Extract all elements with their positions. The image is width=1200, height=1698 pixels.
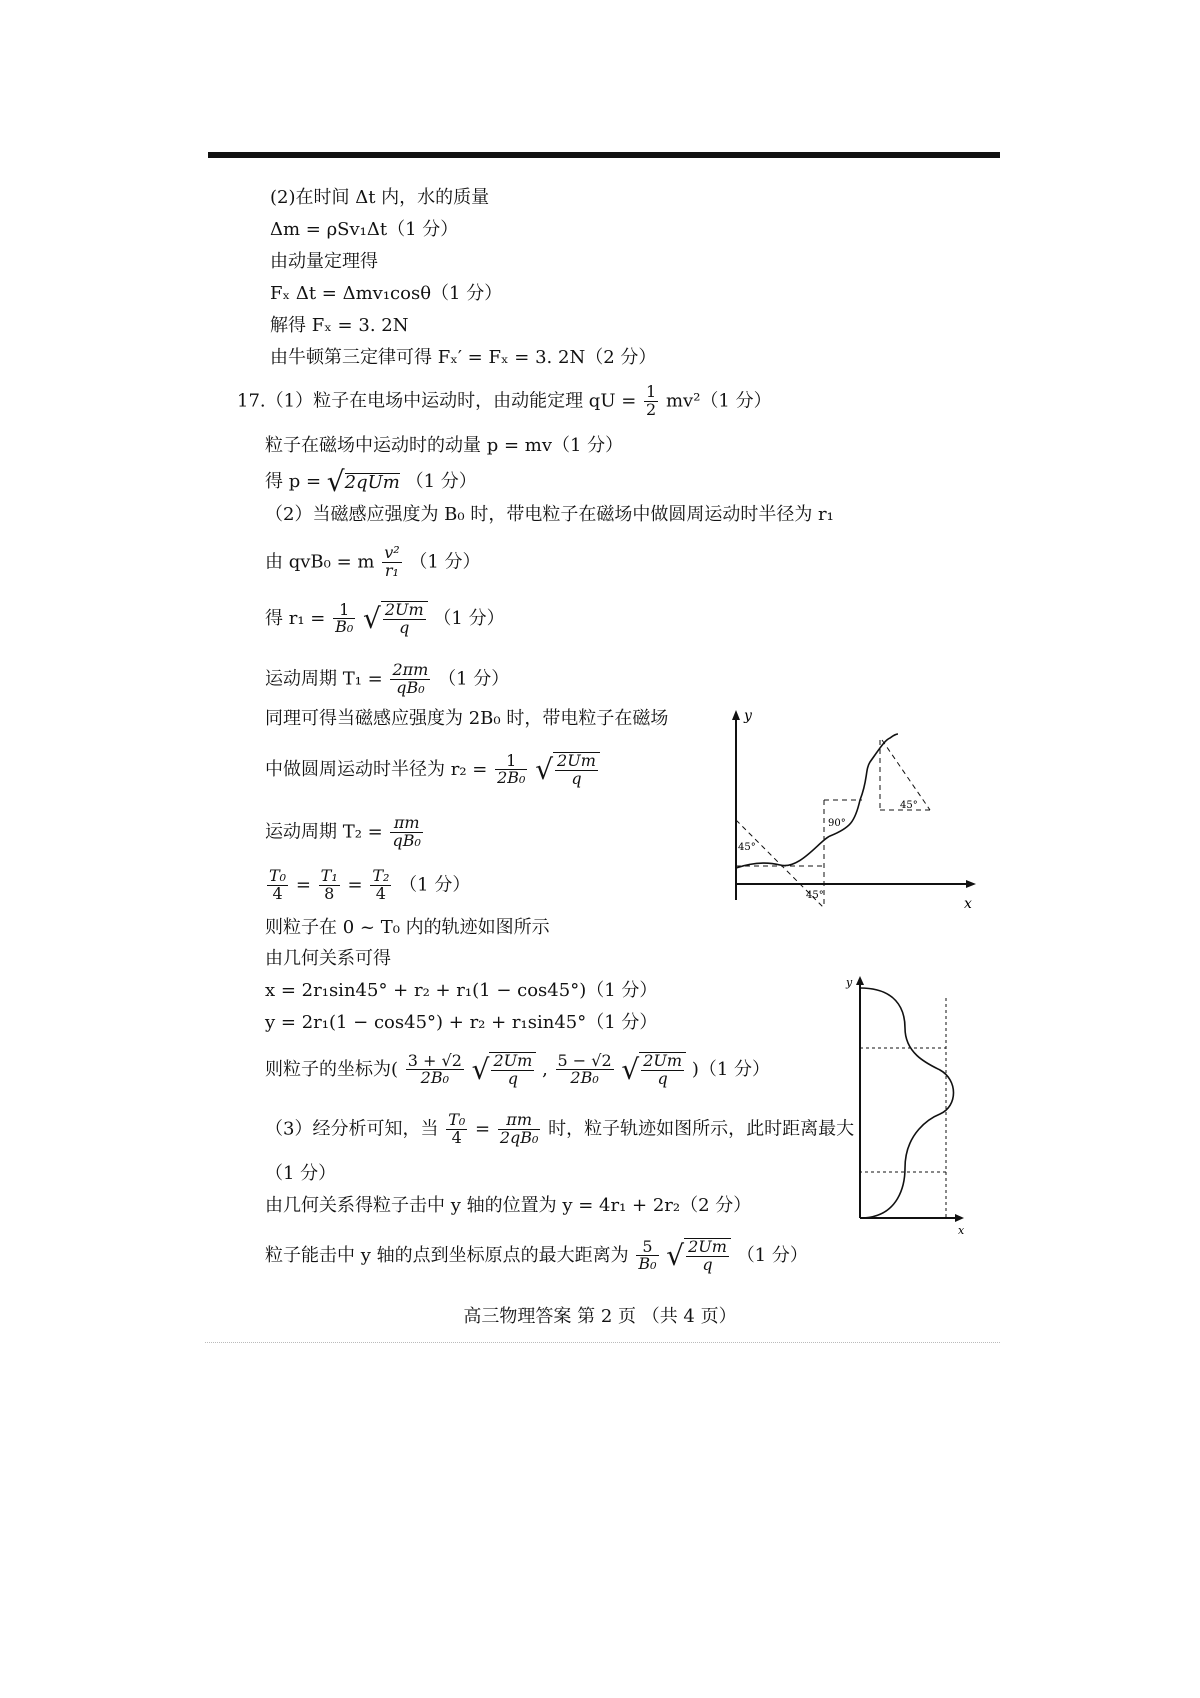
text-segment: 得 p = (265, 471, 322, 492)
text-segment: mv²（1 分） (665, 390, 772, 412)
fraction (382, 545, 401, 580)
numerator: 2Um (643, 1051, 683, 1070)
formula-line: x = 2r₁sin45° + r₂ + r₁(1 − cos45°)（1 分） (265, 980, 658, 1001)
text-segment: 时，粒子轨迹如图所示，此时距离最大 (548, 1118, 855, 1140)
fraction (641, 1053, 684, 1088)
formula-line (265, 1052, 770, 1088)
text-segment: 由 qvB₀ = m (265, 551, 375, 573)
trajectory-figure-2 (840, 968, 970, 1238)
fraction (406, 1050, 464, 1088)
sqrt (326, 465, 400, 498)
denominator: q (571, 768, 582, 788)
fraction (319, 868, 340, 903)
bottom-rule (205, 1342, 1000, 1343)
denominator: qB₀ (392, 830, 421, 850)
text-line: （1 分） (265, 1163, 337, 1184)
denominator: r₁ (384, 560, 399, 580)
numerator: 1 (646, 382, 657, 401)
denominator: B₀ (335, 617, 354, 637)
angle-label: 45° (738, 842, 756, 853)
formula-line (265, 815, 425, 850)
denominator: q (702, 1254, 713, 1274)
numerator: 2Um (557, 751, 596, 770)
text-line: 由动量定理得 (270, 251, 378, 272)
text-line: 粒子在磁场中运动时的动量 p = mv（1 分） (265, 435, 624, 456)
fraction (686, 1239, 729, 1274)
angle-label: 45° (806, 890, 824, 901)
fraction (446, 1112, 467, 1147)
numerator: 3 + √2 (407, 1050, 462, 1070)
denominator: 2B₀ (497, 768, 526, 788)
sqrt (621, 1052, 686, 1088)
text-segment: 运动周期 T₂ = (265, 821, 383, 843)
formula-line (265, 752, 600, 788)
denominator: 4 (451, 1127, 462, 1147)
particle-trajectory (736, 734, 898, 868)
denominator: B₀ (638, 1254, 657, 1274)
radical-sign: √ (535, 752, 554, 786)
text-segment: 得 r₁ = (265, 607, 326, 629)
numerator: 2Um (688, 1237, 727, 1256)
text-segment: （1 分） (736, 1244, 808, 1266)
denominator: q (507, 1068, 519, 1088)
numerator: πm (390, 815, 422, 833)
x-axis-arrow (955, 1214, 964, 1222)
x-axis-label: x (958, 1224, 965, 1237)
fraction (495, 750, 527, 788)
radical-sign: √ (471, 1052, 490, 1086)
sqrt (472, 1052, 537, 1088)
y-axis-arrow (732, 710, 740, 720)
formula-line (265, 1112, 854, 1147)
numerator: 5 − √2 (557, 1050, 612, 1070)
text-segment: 中做圆周运动时半径为 r₂ = (265, 758, 488, 780)
denominator: 4 (375, 883, 386, 903)
denominator: 2 (646, 399, 657, 419)
radical-sign: √ (326, 465, 345, 498)
radicand: 2qUm (344, 471, 400, 493)
denominator: 2qB₀ (499, 1127, 539, 1147)
text-segment: （1 分） (409, 551, 481, 573)
text-segment: 运动周期 T₁ = (265, 668, 383, 690)
text-line: 同理可得当磁感应强度为 2B₀ 时，带电粒子在磁场 (265, 708, 669, 729)
text-line: （2）当磁感应强度为 B₀ 时，带电粒子在磁场中做圆周运动时半径为 r₁ (265, 504, 834, 525)
formula-line (265, 1238, 808, 1274)
fraction (383, 602, 426, 637)
formula-line (265, 868, 470, 903)
numerator: 1 (333, 602, 355, 620)
text-line: 由几何关系可得 (265, 948, 391, 969)
question-17-line (237, 384, 772, 419)
numerator: 2Um (384, 600, 424, 619)
equals-sign: = (347, 874, 363, 896)
text-segment: （1 分） (433, 607, 505, 629)
formula-line: 由几何关系得粒子击中 y 轴的位置为 y = 4r₁ + 2r₂（2 分） (265, 1195, 752, 1216)
denominator: 2B₀ (420, 1068, 450, 1088)
fraction (556, 1050, 614, 1088)
numerator: v² (384, 543, 400, 562)
fraction (267, 868, 288, 903)
fraction (390, 662, 430, 697)
formula-line: Fₓ Δt = Δmv₁cosθ（1 分） (270, 283, 503, 304)
formula-line (265, 465, 477, 498)
radical-sign: √ (666, 1238, 685, 1272)
angle-label: 90° (828, 818, 846, 829)
y-axis-label: y (846, 976, 853, 989)
fraction (370, 868, 391, 903)
fraction (636, 1236, 658, 1274)
text-line: (2)在时间 Δt 内，水的质量 (270, 187, 490, 208)
text-segment: （1 分） (399, 874, 471, 896)
numerator: T₀ (269, 866, 287, 885)
numerator: T₂ (372, 866, 390, 885)
text-segment: 粒子能击中 y 轴的点到坐标原点的最大距离为 (265, 1244, 629, 1266)
text-line: 则粒子在 0 ~ T₀ 内的轨迹如图所示 (265, 917, 550, 938)
fraction (491, 1053, 534, 1088)
numerator: T₁ (320, 866, 338, 885)
text-segment: 17.（1）粒子在电场中运动时，由动能定理 qU = (237, 390, 637, 412)
top-rule (208, 152, 1000, 158)
fraction (555, 753, 598, 788)
text-line: 解得 Fₓ = 3. 2N (270, 315, 409, 336)
equals-sign: = (295, 874, 311, 896)
text-segment: 则粒子的坐标为( (265, 1058, 399, 1080)
y-axis-arrow (856, 976, 864, 985)
radical-sign: √ (363, 601, 381, 635)
page-footer: 高三物理答案 第 2 页 （共 4 页） (463, 1306, 737, 1327)
text-segment: , (542, 1058, 548, 1080)
x-axis-label: x (964, 896, 972, 912)
sqrt (666, 1238, 731, 1274)
sqrt (363, 601, 428, 637)
text-segment: )（1 分） (691, 1058, 771, 1080)
numerator: 2πm (392, 660, 429, 679)
denominator: q (657, 1068, 668, 1088)
x-axis-arrow (966, 880, 976, 888)
numerator: 5 (636, 1239, 658, 1257)
y-axis-label: y (744, 708, 752, 724)
fraction (390, 815, 422, 850)
fraction (498, 1112, 541, 1147)
text-segment: （1 分） (405, 471, 477, 492)
numerator: T₀ (448, 1110, 466, 1129)
trajectory-figure-1 (720, 700, 980, 930)
denominator: q (399, 617, 410, 637)
formula-line: y = 2r₁(1 − cos45°) + r₂ + r₁sin45°（1 分） (265, 1012, 658, 1033)
radical-sign: √ (621, 1052, 640, 1086)
formula-line: Δm = ρSv₁Δt（1 分） (270, 219, 459, 240)
numerator: 2Um (493, 1051, 533, 1070)
numerator: 1 (495, 753, 527, 771)
denominator: 8 (324, 883, 335, 903)
denominator: 4 (272, 883, 283, 903)
formula-line (265, 601, 505, 637)
denominator: 2B₀ (570, 1068, 599, 1088)
sqrt (535, 752, 600, 788)
formula-line (265, 545, 481, 580)
angle-label: 45° (900, 800, 918, 811)
fraction (333, 599, 355, 637)
fraction (644, 384, 658, 419)
denominator: qB₀ (396, 677, 425, 697)
text-segment: （3）经分析可知，当 (265, 1118, 439, 1140)
formula-line (265, 662, 509, 697)
text-segment: （1 分） (438, 668, 510, 690)
numerator: πm (498, 1112, 541, 1130)
particle-trajectory (860, 988, 954, 1218)
text-line: 由牛顿第三定律可得 Fₓ′ = Fₓ = 3. 2N（2 分） (270, 347, 657, 368)
equals-sign: = (475, 1118, 491, 1140)
